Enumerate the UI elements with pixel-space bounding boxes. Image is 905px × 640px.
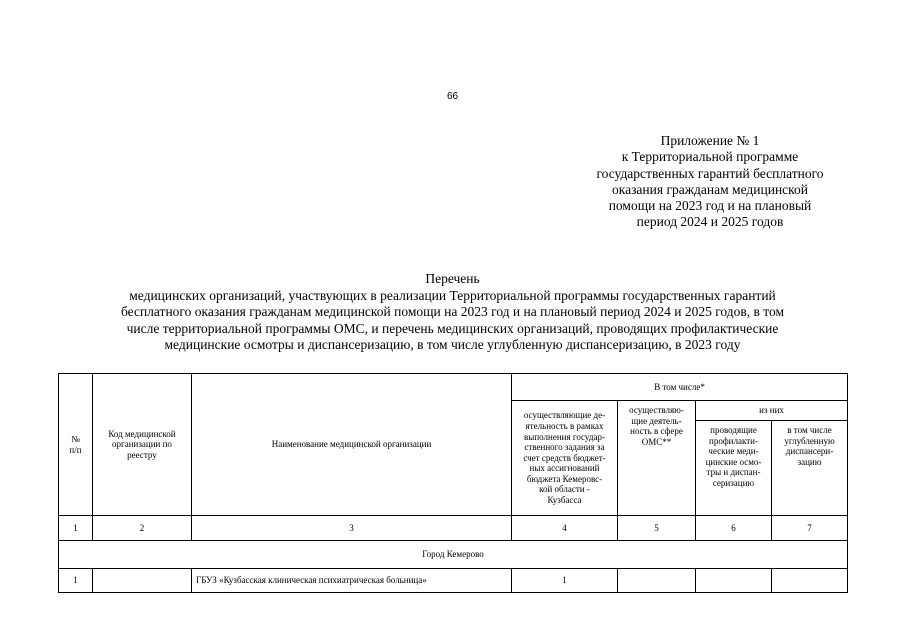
row-prof <box>696 569 772 593</box>
header-budget-line: осуществляющие де- <box>523 410 606 421</box>
header-budget-line: Кузбасса <box>547 495 582 506</box>
table-row <box>59 569 848 593</box>
header-budget-line: выполнения государ- <box>524 431 605 442</box>
row-deep <box>772 569 848 593</box>
row-num: 1 <box>59 569 93 593</box>
row-name: ГБУЗ «Кузбасская клиническая психиатрическая больница» <box>192 569 512 593</box>
column-number: 6 <box>696 516 772 541</box>
header-prof-line: проводящие <box>710 425 757 435</box>
section-title: Город Кемерово <box>59 541 848 569</box>
header-budget-line: бюджета Кемеровс- <box>526 473 603 484</box>
header-including: В том числе* <box>512 374 848 401</box>
header-prof-line: цинские осмо- <box>705 456 762 467</box>
title-line: медицинских организаций, участвующих в реализации Территориальной программы государственных гарантий <box>129 287 776 303</box>
header-num-line: № <box>71 433 80 444</box>
title-line: числе территориальной программы ОМС, и перечень медицинских организаций, проводящих профилактические <box>126 320 779 336</box>
header-budget-line: ственного задания за <box>524 442 605 453</box>
header-deep-line: в том числе <box>787 425 832 435</box>
header-deep-line: зацию <box>797 456 822 467</box>
appendix-line: к Территориальной программе <box>621 149 799 165</box>
column-number: 4 <box>512 516 618 541</box>
row-oms <box>618 569 696 593</box>
row-code <box>93 569 192 593</box>
column-number: 5 <box>618 516 696 541</box>
section-row <box>59 541 848 569</box>
header-num-line: п/п <box>69 444 82 455</box>
header-deep-line: углубленную <box>784 435 835 446</box>
header-prof-line: профилакти- <box>709 435 758 446</box>
header-deep <box>772 421 848 516</box>
header-code-line: реестру <box>127 449 157 460</box>
appendix-line: период 2024 и 2025 годов <box>636 214 784 230</box>
appendix-heading <box>560 133 860 231</box>
appendix-line: государственных гарантий бесплатного <box>596 165 824 181</box>
header-deep-line: диспансери- <box>785 446 834 457</box>
column-number: 2 <box>93 516 192 541</box>
appendix-line: помощи на 2023 год и на плановый <box>608 198 812 214</box>
appendix-line: Приложение № 1 <box>660 133 760 148</box>
appendix-line: оказания гражданам медицинской <box>611 181 809 197</box>
header-code-line: Код медицинской <box>108 428 176 439</box>
column-number: 7 <box>772 516 848 541</box>
organizations-table <box>58 373 848 593</box>
header-oms-line: щие деятель- <box>631 415 682 426</box>
page-number: 66 <box>446 91 459 102</box>
title-line: медицинские осмотры и диспансеризацию, в том числе углубленную диспансеризацию, в 2023 году <box>164 337 741 352</box>
header-budget-line: кой области - <box>539 484 590 495</box>
header-budget <box>512 401 618 516</box>
header-name: Наименование медицинской организации <box>192 374 512 516</box>
document-title <box>40 271 865 354</box>
header-prof <box>696 421 772 516</box>
header-oms-line: ность в сфере <box>630 426 683 437</box>
header-prof-line: тры и диспан- <box>706 467 761 478</box>
header-budget-line: счет средств бюджет- <box>523 452 606 463</box>
header-budget-line: ятельность в рамках <box>525 420 604 431</box>
header-code-line: организации по <box>112 439 172 450</box>
header-prof-line: серизацию <box>712 477 755 488</box>
row-budget: 1 <box>512 569 618 593</box>
header-num <box>59 374 93 516</box>
column-number: 3 <box>192 516 512 541</box>
header-oms-line: ОМС** <box>641 436 672 447</box>
header-budget-line: ных ассигнований <box>529 463 600 474</box>
header-code <box>93 374 192 516</box>
column-numbers-row <box>59 516 848 541</box>
title-line: бесплатного оказания гражданам медицинской помощи на 2023 год и на плановый период 2024 и 2025 годов, в том <box>120 304 785 319</box>
title-line: Перечень <box>425 271 480 286</box>
header-row-1 <box>59 374 848 401</box>
header-of-them: из них <box>696 401 848 421</box>
header-prof-line: ческие меди- <box>708 446 759 457</box>
header-oms-line: осуществляю- <box>629 405 684 415</box>
column-number: 1 <box>59 516 93 541</box>
header-oms <box>618 401 696 516</box>
